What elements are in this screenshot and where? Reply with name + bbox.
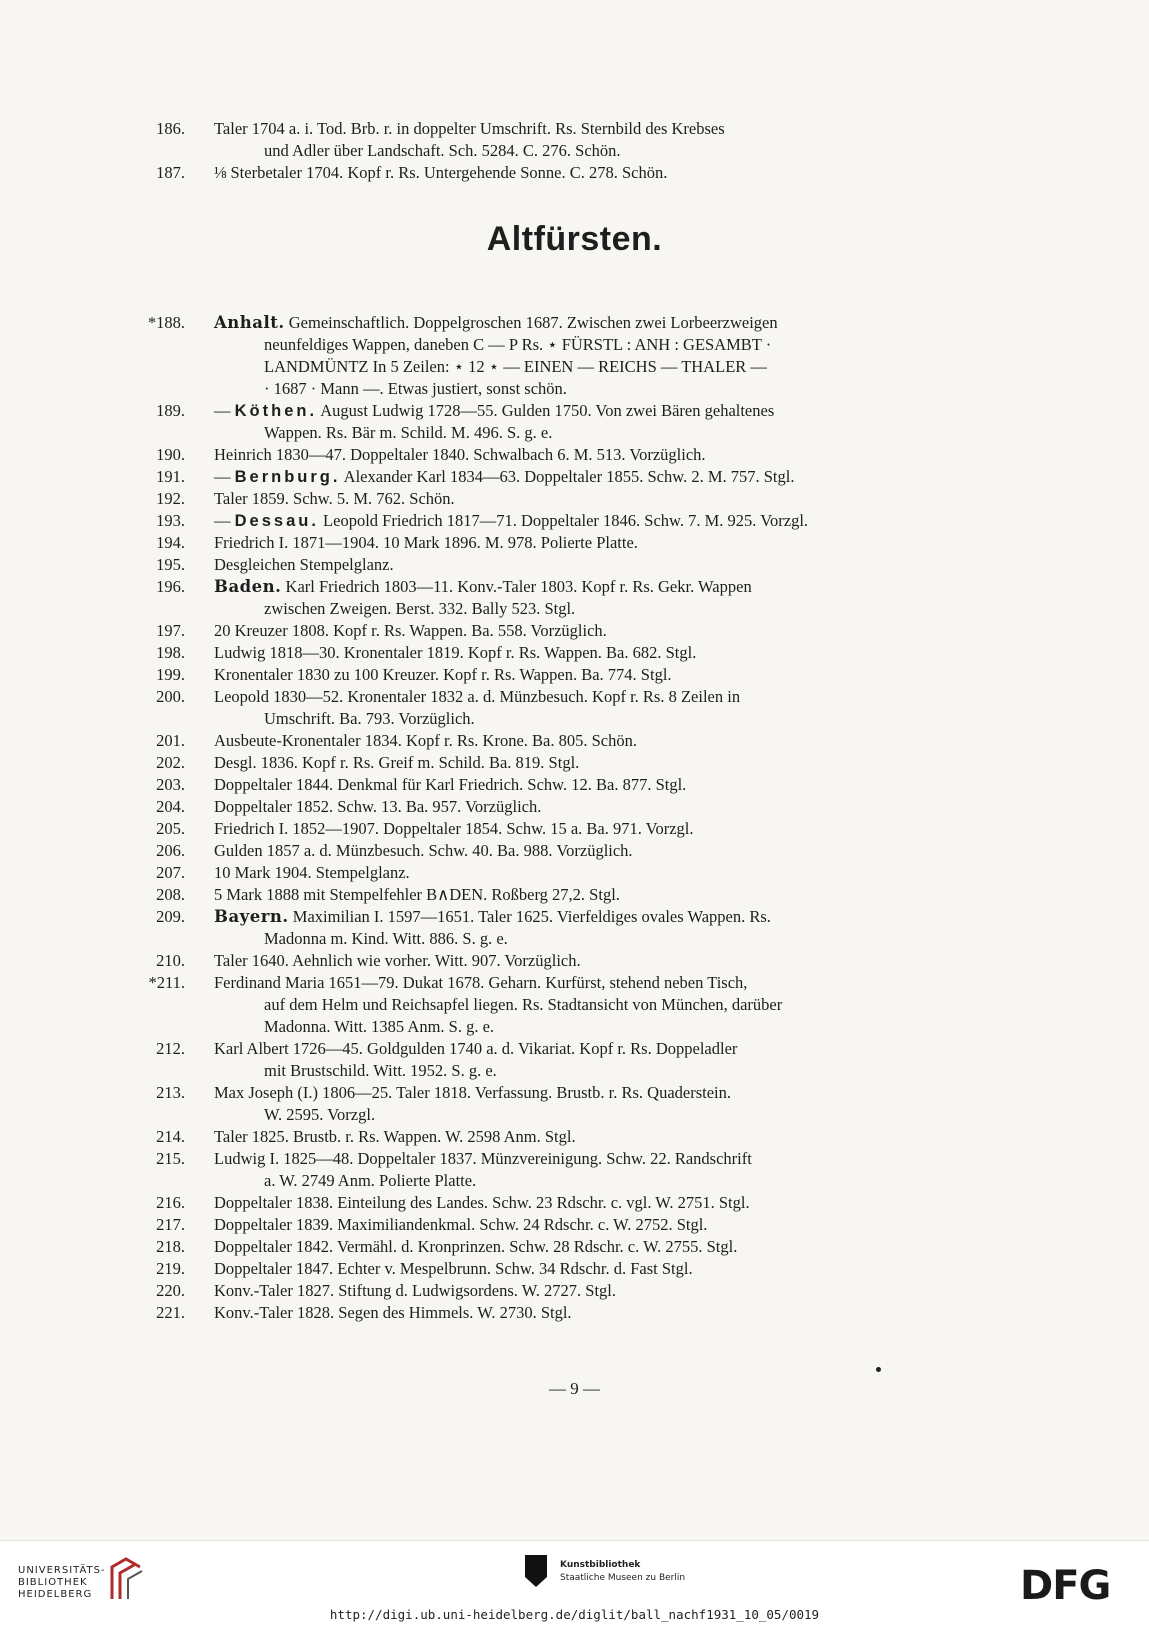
- line-text: Doppeltaler 1852. Schw. 13. Ba. 957. Vorzüglich.: [214, 797, 542, 816]
- entry-number: 207.: [156, 863, 185, 882]
- entry-text: [214, 818, 909, 840]
- catalog-entry: [0, 1258, 1149, 1280]
- catalog-entry: [0, 862, 1149, 884]
- entry-line: [214, 994, 909, 1016]
- entry-line: [214, 642, 909, 664]
- uni-line-3: HEIDELBERG: [18, 1589, 93, 1600]
- catalog-entry: [0, 1192, 1149, 1214]
- entry-number: 209.: [156, 907, 185, 926]
- entry-number: 214.: [156, 1127, 185, 1146]
- university-logo-icon: [108, 1555, 146, 1603]
- catalog-entry: [0, 554, 1149, 576]
- catalog-entry: [0, 818, 1149, 840]
- entry-line: [214, 1280, 909, 1302]
- catalog-entry: [0, 1148, 1149, 1192]
- entry-line: [214, 1126, 909, 1148]
- entry-text: [214, 1126, 909, 1148]
- entry-number: 197.: [156, 621, 185, 640]
- entry-line: [214, 1060, 909, 1082]
- entry-number: 194.: [156, 533, 185, 552]
- speck-mark: [876, 1367, 881, 1372]
- catalog-entry: [0, 466, 1149, 488]
- entry-list: [0, 118, 1149, 1324]
- dfg-logo: DFG: [1020, 1563, 1111, 1609]
- entry-number: 195.: [156, 555, 185, 574]
- line-text: Friedrich I. 1852—1907. Doppeltaler 1854. Schw. 15 a. Ba. 971. Vorzgl.: [214, 819, 694, 838]
- line-text: neunfeldiges Wappen, daneben C — P Rs. ⋆ FÜRSTL : ANH : GESAMBT ·: [264, 335, 772, 354]
- entry-line: [214, 312, 909, 334]
- entry-text: [214, 862, 909, 884]
- entry-line: [214, 554, 909, 576]
- entry-line: [214, 400, 909, 422]
- line-text: Heinrich 1830—47. Doppeltaler 1840. Schwalbach 6. M. 513. Vorzüglich.: [214, 445, 706, 464]
- entry-text: [214, 840, 909, 862]
- entry-line: [214, 356, 909, 378]
- catalog-entry: [0, 1038, 1149, 1082]
- catalog-entry: [0, 532, 1149, 554]
- entry-number: *188.: [147, 313, 185, 332]
- entry-line: [214, 1104, 909, 1126]
- entry-number: 219.: [156, 1259, 185, 1278]
- line-text: Leopold Friedrich 1817—71. Doppeltaler 1846. Schw. 7. M. 925. Vorzgl.: [318, 511, 809, 530]
- kunstbibliothek-logo-icon: [525, 1555, 547, 1587]
- entry-line: [214, 884, 909, 906]
- catalog-entry: [0, 1302, 1149, 1324]
- entry-text: [214, 1038, 909, 1082]
- line-text: Gulden 1857 a. d. Münzbesuch. Schw. 40. Ba. 988. Vorzüglich.: [214, 841, 633, 860]
- entry-number: *211.: [148, 973, 185, 992]
- entry-text: [214, 884, 909, 906]
- entry-number: 202.: [156, 753, 185, 772]
- line-text: mit Brustschild. Witt. 1952. S. g. e.: [264, 1061, 497, 1080]
- line-text: 20 Kreuzer 1808. Kopf r. Rs. Wappen. Ba. 558. Vorzüglich.: [214, 621, 607, 640]
- entry-text: [214, 466, 909, 488]
- entry-text: [214, 1192, 909, 1214]
- entry-line: [214, 1038, 909, 1060]
- entry-number: 215.: [156, 1149, 185, 1168]
- entry-text: [214, 1302, 909, 1324]
- subregion-name: Köthen.: [234, 402, 318, 420]
- line-text: auf dem Helm und Reichsapfel liegen. Rs. Stadtansicht von München, darüber: [264, 995, 783, 1014]
- viewer-footer: [0, 1540, 1149, 1626]
- line-text: Madonna m. Kind. Witt. 886. S. g. e.: [264, 929, 508, 948]
- catalog-entry: [0, 884, 1149, 906]
- line-text: Friedrich I. 1871—1904. 10 Mark 1896. M. 978. Polierte Platte.: [214, 533, 638, 552]
- entry-line: [214, 774, 909, 796]
- entry-text: [214, 444, 909, 466]
- entry-line: [214, 378, 909, 400]
- entry-line: [214, 1302, 909, 1324]
- entry-line: [214, 620, 909, 642]
- catalog-entry: [0, 1214, 1149, 1236]
- entry-line: [214, 510, 909, 532]
- entry-line: [214, 1236, 909, 1258]
- section-heading: Altfürsten.: [486, 220, 663, 258]
- entry-number: 221.: [156, 1303, 185, 1322]
- entry-text: [214, 972, 909, 1038]
- page-number: — 9 —: [549, 1379, 600, 1398]
- line-text: Karl Friedrich 1803—11. Konv.-Taler 1803. Kopf r. Rs. Gekr. Wappen: [281, 577, 752, 596]
- line-text: · 1687 · Mann —. Etwas justiert, sonst schön.: [264, 379, 567, 398]
- entry-line: [214, 950, 909, 972]
- catalog-entry: [0, 664, 1149, 686]
- catalog-entry: [0, 1280, 1149, 1302]
- catalog-entry: [0, 840, 1149, 862]
- line-text: Konv.-Taler 1828. Segen des Himmels. W. 2730. Stgl.: [214, 1303, 572, 1322]
- entry-line: [214, 840, 909, 862]
- entry-number: 189.: [156, 401, 185, 420]
- catalog-entry: [0, 686, 1149, 730]
- kunst-subtitle: Staatliche Museen zu Berlin: [560, 1573, 686, 1583]
- entry-line: [214, 972, 909, 994]
- entry-text: [214, 312, 909, 400]
- entry-text: [214, 752, 909, 774]
- entry-number: 217.: [156, 1215, 185, 1234]
- entry-line: [214, 796, 909, 818]
- entry-number: 191.: [156, 467, 185, 486]
- line-text: Kronentaler 1830 zu 100 Kreuzer. Kopf r. Rs. Wappen. Ba. 774. Stgl.: [214, 665, 672, 684]
- line-text: Taler 1825. Brustb. r. Rs. Wappen. W. 2598 Anm. Stgl.: [214, 1127, 576, 1146]
- line-text: Umschrift. Ba. 793. Vorzüglich.: [264, 709, 475, 728]
- line-text: Alexander Karl 1834—63. Doppeltaler 1855. Schw. 2. M. 757. Stgl.: [340, 467, 795, 486]
- dash-mark: —: [214, 511, 235, 530]
- entry-number: 218.: [156, 1237, 185, 1256]
- line-text: Doppeltaler 1839. Maximiliandenkmal. Schw. 24 Rdschr. c. W. 2752. Stgl.: [214, 1215, 708, 1234]
- uni-line-2: BIBLIOTHEK: [18, 1577, 88, 1588]
- entry-text: [214, 554, 909, 576]
- line-text: Wappen. Rs. Bär m. Schild. M. 496. S. g. e.: [264, 423, 553, 442]
- entry-number: 203.: [156, 775, 185, 794]
- source-url-link[interactable]: http://digi.ub.uni-heidelberg.de/diglit/ball_nachf1931_10_05/0019: [329, 1607, 820, 1622]
- entry-text: [214, 576, 909, 620]
- entry-text: [214, 906, 909, 950]
- entry-number: 201.: [156, 731, 185, 750]
- kunst-title: Kunstbibliothek: [560, 1560, 641, 1570]
- line-text: Leopold 1830—52. Kronentaler 1832 a. d. Münzbesuch. Kopf r. Rs. 8 Zeilen in: [214, 687, 741, 706]
- entry-text: [214, 796, 909, 818]
- entry-number: 205.: [156, 819, 185, 838]
- entry-line: [214, 686, 909, 708]
- line-text: LANDMÜNTZ In 5 Zeilen: ⋆ 12 ⋆ — EINEN — REICHS — THALER —: [264, 357, 767, 376]
- catalog-entry: [0, 752, 1149, 774]
- entry-number: 208.: [156, 885, 185, 904]
- entry-number: 213.: [156, 1083, 185, 1102]
- entry-number: 212.: [156, 1039, 185, 1058]
- line-text: Doppeltaler 1847. Echter v. Mespelbrunn. Schw. 34 Rdschr. d. Fast Stgl.: [214, 1259, 693, 1278]
- subregion-name: Dessau.: [234, 512, 319, 530]
- entry-number: 206.: [156, 841, 185, 860]
- catalog-entry: [0, 796, 1149, 818]
- catalog-entry: [0, 444, 1149, 466]
- entry-text: [214, 532, 909, 554]
- entry-line: [214, 444, 909, 466]
- catalog-entry: [0, 400, 1149, 444]
- entry-text: [214, 488, 909, 510]
- line-text: Madonna. Witt. 1385 Anm. S. g. e.: [264, 1017, 495, 1036]
- line-text: 10 Mark 1904. Stempelglanz.: [214, 863, 410, 882]
- entry-line: [214, 664, 909, 686]
- region-name: Bayern.: [214, 907, 289, 926]
- region-name: Baden.: [214, 577, 282, 596]
- entry-line: [214, 906, 909, 928]
- entry-line: [214, 818, 909, 840]
- entry-text: [214, 1148, 909, 1192]
- line-text: Konv.-Taler 1827. Stiftung d. Ludwigsordens. W. 2727. Stgl.: [214, 1281, 617, 1300]
- catalog-entry: [0, 1082, 1149, 1126]
- catalog-entry: [0, 906, 1149, 950]
- catalog-entry: [0, 162, 1149, 184]
- entry-line: [214, 576, 909, 598]
- entry-line: [214, 488, 909, 510]
- entry-number: 192.: [156, 489, 185, 508]
- line-text: Ludwig I. 1825—48. Doppeltaler 1837. Münzvereinigung. Schw. 22. Randschrift: [214, 1149, 752, 1168]
- line-text: Ludwig 1818—30. Kronentaler 1819. Kopf r. Rs. Wappen. Ba. 682. Stgl.: [214, 643, 697, 662]
- entry-text: [214, 1082, 909, 1126]
- entry-line: [214, 1258, 909, 1280]
- line-text: Doppeltaler 1842. Vermähl. d. Kronprinzen. Schw. 28 Rdschr. c. W. 2755. Stgl.: [214, 1237, 738, 1256]
- entry-line: [214, 1082, 909, 1104]
- region-name: Anhalt.: [214, 313, 285, 332]
- entry-line: [214, 1170, 909, 1192]
- line-text: W. 2595. Vorzgl.: [264, 1105, 376, 1124]
- line-text: Maximilian I. 1597—1651. Taler 1625. Vierfeldiges ovales Wappen. Rs.: [288, 907, 771, 926]
- entry-line: [214, 1192, 909, 1214]
- catalog-entry: [0, 950, 1149, 972]
- line-text: Ausbeute-Kronentaler 1834. Kopf r. Rs. Krone. Ba. 805. Schön.: [214, 731, 637, 750]
- line-text: zwischen Zweigen. Berst. 332. Bally 523. Stgl.: [264, 599, 576, 618]
- catalog-entry: [0, 118, 1149, 162]
- line-text: Gemeinschaftlich. Doppelgroschen 1687. Zwischen zwei Lorbeerzweigen: [284, 313, 778, 332]
- entry-number: 210.: [156, 951, 185, 970]
- dash-mark: —: [214, 467, 235, 486]
- entry-line: [214, 730, 909, 752]
- line-text: Karl Albert 1726—45. Goldgulden 1740 a. d. Vikariat. Kopf r. Rs. Doppeladler: [214, 1039, 738, 1058]
- catalog-entry: [0, 972, 1149, 1038]
- uni-line-1: UNIVERSITÄTS-: [18, 1565, 106, 1576]
- catalog-entry: [0, 510, 1149, 532]
- line-text: Doppeltaler 1844. Denkmal für Karl Friedrich. Schw. 12. Ba. 877. Stgl.: [214, 775, 687, 794]
- entry-line: [214, 1016, 909, 1038]
- line-text: 5 Mark 1888 mit Stempelfehler B∧DEN. Roßberg 27,2. Stgl.: [214, 885, 620, 904]
- entry-number: 204.: [156, 797, 185, 816]
- entry-number: 187.: [156, 163, 185, 182]
- line-text: Taler 1704 a. i. Tod. Brb. r. in doppelter Umschrift. Rs. Sternbild des Krebses: [214, 119, 725, 138]
- entry-text: [214, 664, 909, 686]
- line-text: August Ludwig 1728—55. Gulden 1750. Von zwei Bären gehaltenes: [317, 401, 775, 420]
- line-text: Doppeltaler 1838. Einteilung des Landes. Schw. 23 Rdschr. c. vgl. W. 2751. Stgl.: [214, 1193, 750, 1212]
- entry-text: [214, 510, 909, 532]
- university-library-name: [18, 1565, 106, 1601]
- entry-line: [214, 422, 909, 444]
- entry-number: 199.: [156, 665, 185, 684]
- entry-text: [214, 686, 909, 730]
- entry-line: [214, 708, 909, 730]
- kunstbibliothek-text: [560, 1559, 685, 1585]
- entry-number: 216.: [156, 1193, 185, 1212]
- entry-text: [214, 162, 909, 184]
- line-text: a. W. 2749 Anm. Polierte Platte.: [264, 1171, 477, 1190]
- line-text: und Adler über Landschaft. Sch. 5284. C. 276. Schön.: [264, 141, 621, 160]
- entry-text: [214, 774, 909, 796]
- entry-number: 190.: [156, 445, 185, 464]
- entry-text: [214, 950, 909, 972]
- dash-mark: —: [214, 401, 235, 420]
- catalog-entry: [0, 642, 1149, 664]
- entry-number: 196.: [156, 577, 185, 596]
- entry-number: 193.: [156, 511, 185, 530]
- entry-text: [214, 620, 909, 642]
- entry-line: [214, 118, 909, 140]
- catalog-entry: [0, 730, 1149, 752]
- entry-line: [214, 598, 909, 620]
- entry-line: [214, 334, 909, 356]
- entry-text: [214, 1236, 909, 1258]
- entry-text: [214, 1258, 909, 1280]
- entry-text: [214, 400, 909, 444]
- entry-line: [214, 140, 909, 162]
- entry-text: [214, 642, 909, 664]
- catalog-entry: [0, 488, 1149, 510]
- line-text: Taler 1859. Schw. 5. M. 762. Schön.: [214, 489, 455, 508]
- line-text: Max Joseph (I.) 1806—25. Taler 1818. Verfassung. Brustb. r. Rs. Quaderstein.: [214, 1083, 732, 1102]
- line-text: Ferdinand Maria 1651—79. Dukat 1678. Geharn. Kurfürst, stehend neben Tisch,: [214, 973, 748, 992]
- catalog-entry: [0, 774, 1149, 796]
- catalog-entry: [0, 1126, 1149, 1148]
- entry-line: [214, 862, 909, 884]
- entry-text: [214, 1214, 909, 1236]
- entry-number: 186.: [156, 119, 185, 138]
- entry-line: [214, 466, 909, 488]
- line-text: Desgl. 1836. Kopf r. Rs. Greif m. Schild. Ba. 819. Stgl.: [214, 753, 580, 772]
- entry-line: [214, 1214, 909, 1236]
- catalog-entry: [0, 1236, 1149, 1258]
- entry-number: 220.: [156, 1281, 185, 1300]
- entry-line: [214, 928, 909, 950]
- subregion-name: Bernburg.: [234, 468, 341, 486]
- entry-line: [214, 752, 909, 774]
- line-text: Desgleichen Stempelglanz.: [214, 555, 394, 574]
- catalog-entry: [0, 576, 1149, 620]
- entry-text: [214, 118, 909, 162]
- entry-number: 200.: [156, 687, 185, 706]
- entry-line: [214, 1148, 909, 1170]
- line-text: ⅛ Sterbetaler 1704. Kopf r. Rs. Untergehende Sonne. C. 278. Schön.: [214, 163, 668, 182]
- entry-line: [214, 532, 909, 554]
- entry-text: [214, 730, 909, 752]
- entry-number: 198.: [156, 643, 185, 662]
- line-text: Taler 1640. Aehnlich wie vorher. Witt. 907. Vorzüglich.: [214, 951, 581, 970]
- catalog-entry: [0, 620, 1149, 642]
- entry-line: [214, 162, 909, 184]
- entry-text: [214, 1280, 909, 1302]
- catalog-entry: [0, 312, 1149, 400]
